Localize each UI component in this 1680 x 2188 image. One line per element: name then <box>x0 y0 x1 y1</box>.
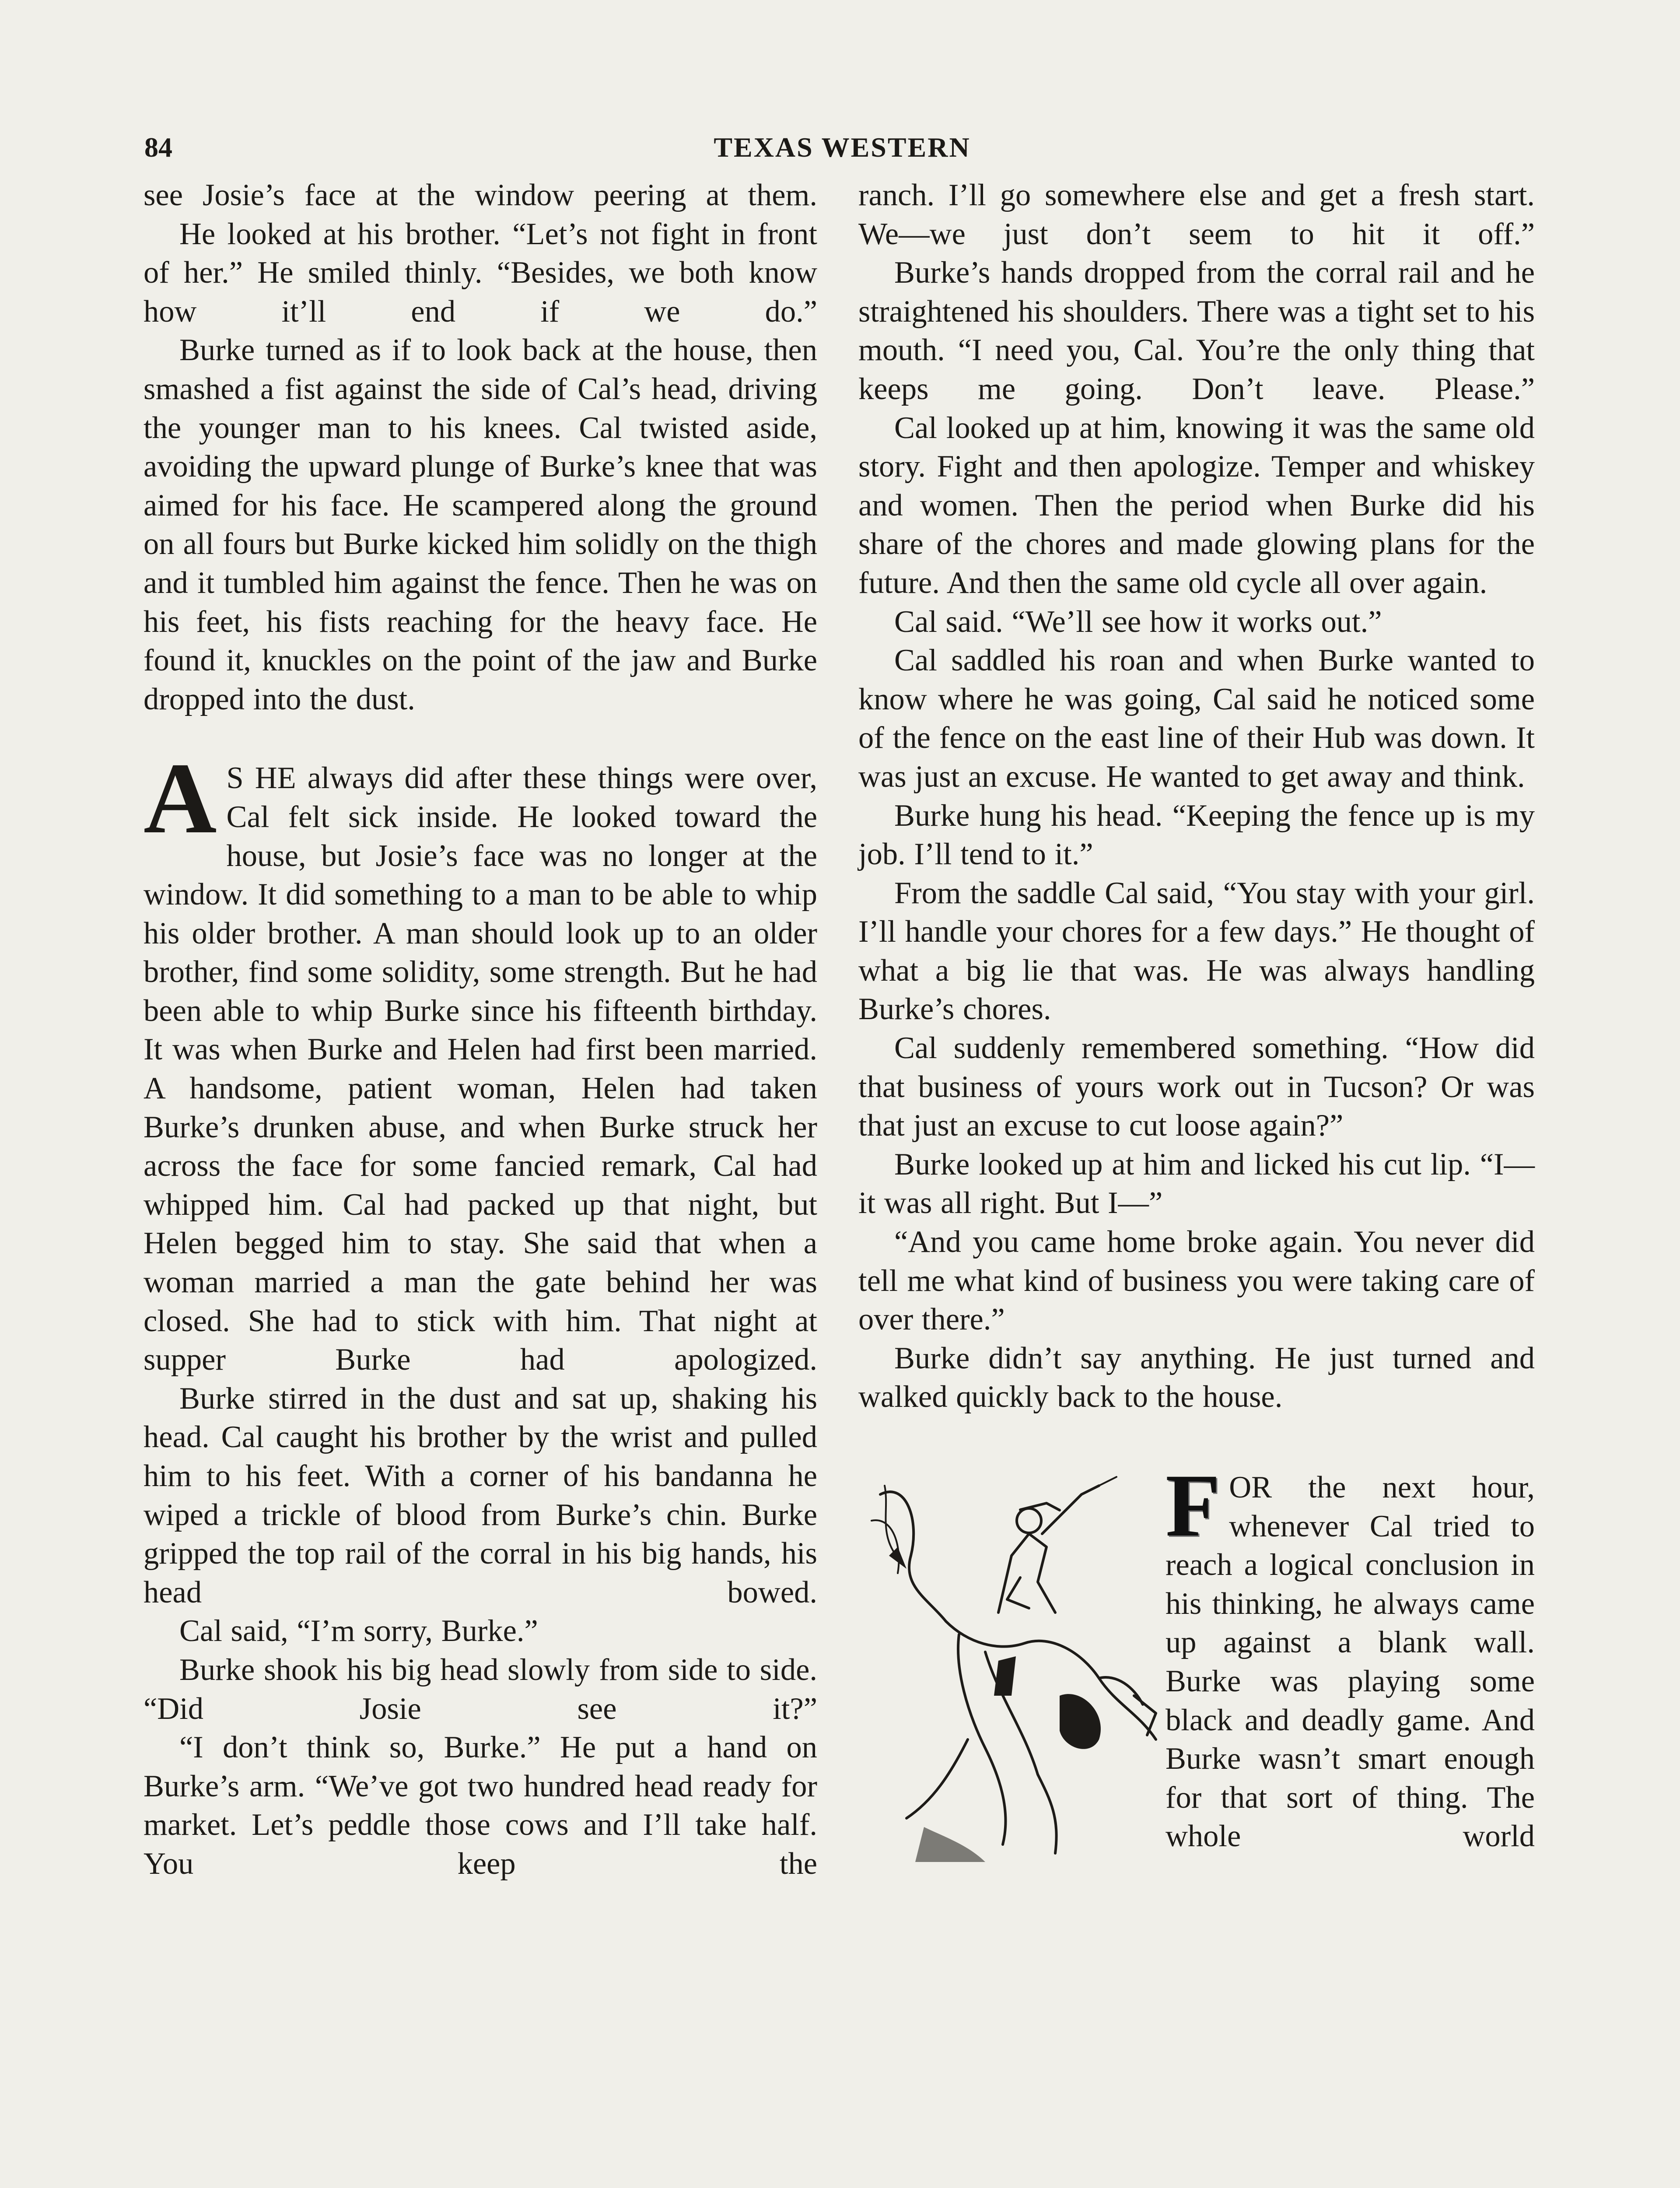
left-column <box>144 176 817 1883</box>
bucking-horse-illustration <box>854 1468 1160 1873</box>
paragraph: He looked at his brother. “Let’s not fight in front of her.” He smiled thinly. “Besides, we both know how it’ll end if we do.” <box>144 217 817 329</box>
paragraph: see Josie’s face at the window peering at them. <box>144 178 817 212</box>
paragraph: Cal said. “We’ll see how it works out.” <box>894 604 1382 639</box>
running-title: TEXAS WESTERN <box>714 132 971 163</box>
paragraph: Burke turned as if to look back at the house, then smashed a fist against the side of Cal’s head, driving the younger man to his knees. Cal twisted aside, avoiding the upward plunge of Burke’s knee that was aimed for his face. He scampered along the ground on all fours but Burke kicked him solidly on the thigh and it tumbled him against the fence. Then he was on his feet, his fists reaching for the heavy face. He found it, knuckles on the point of the jaw and Burke dropped into the dust. <box>144 333 817 716</box>
paragraph: “I don’t think so, Burke.” He put a hand on Burke’s arm. “We’ve got two hundred head ready for market. Let’s peddle those cows and I’ll take half. You keep the <box>144 1730 817 1881</box>
paragraph: Cal saddled his roan and when Burke wanted to know where he was going, Cal said he noticed some of the fence on the east line of their Hub was down. It was just an excuse. He wanted to get away and think. <box>858 643 1535 794</box>
paragraph: Cal said, “I’m sorry, Burke.” <box>179 1614 538 1648</box>
paragraph: Burke stirred in the dust and sat up, shaking his head. Cal caught his brother by the wrist and pulled him to his feet. With a corner of his bandanna he wiped a trickle of blood from Burke’s chin. Burke gripped the top rail of the corral in his big hands, his head bowed. <box>144 1381 817 1609</box>
paragraph: ranch. I’ll go somewhere else and get a fresh start. We—we just don’t seem to hit it off.” <box>858 178 1535 251</box>
paragraph: Cal looked up at him, knowing it was the same old story. Fight and then apologize. Temper and whiskey and women. Then the period when Burke did his share of the chores and made glowing plans for the future. And then the same old cycle all over again. <box>858 410 1535 600</box>
paragraph: Burke looked up at him and licked his cut lip. “I—it was all right. But I—” <box>858 1147 1535 1220</box>
right-column <box>858 176 1535 1876</box>
page-header <box>144 131 1540 171</box>
paragraph: “And you came home broke again. You never did tell me what kind of business you were taking care of over there.” <box>858 1225 1535 1337</box>
paragraph: Burke didn’t say anything. He just turned and walked quickly back to the house. <box>858 1341 1535 1414</box>
paragraph: From the saddle Cal said, “You stay with your girl. I’ll handle your chores for a few days.” He thought of what a big lie that was. He was always handling Burke’s chores. <box>858 876 1535 1027</box>
drop-cap-a: A <box>144 742 217 855</box>
paragraph-text: OR the next hour, whenever Cal tried to reach a logical conclusion in his thinking, he always came up against a blank wall. Burke was playing some black and deadly game. And Burke wasn’t smart enough for that sort of thing. The whole world <box>1166 1470 1535 1854</box>
section-paragraph <box>144 742 817 1379</box>
paragraph: Burke shook his big head slowly from side to side. “Did Josie see it?” <box>144 1652 817 1726</box>
paragraph: Burke’s hands dropped from the corral rail and he straightened his shoulders. There was a tight set to his mouth. “I need you, Cal. You’re the only thing that keeps me going. Don’t leave. Please.” <box>858 256 1535 406</box>
paragraph: Burke hung his head. “Keeping the fence up is my job. I’ll tend to it.” <box>858 798 1535 872</box>
paragraph-text: S HE always did after these things were over, Cal felt sick inside. He looked toward the house, but Josie’s face was no longer at the window. It did something to a man to be able to whip his older brother. A man should look up to an older brother, find some solidity, some strength. But he had been able to whip Burke since his fifteenth birthday. It was when Burke and Helen had first been married. A handsome, patient woman, Helen had taken Burke’s drunken abuse, and when Burke struck her across the face for some fancied remark, Cal had whipped him. Cal had packed up that night, but Helen begged him to stay. She said that when a woman married a man the gate behind her was closed. She had to stick with him. That night at supper Burke had apologized. <box>144 761 817 1377</box>
drop-cap-f: F <box>1166 1456 1221 1555</box>
paragraph: Cal suddenly remembered something. “How did that business of yours work out in Tucson? Or was that just an excuse to cut loose again?” <box>858 1031 1535 1143</box>
page-number: 84 <box>144 132 172 163</box>
